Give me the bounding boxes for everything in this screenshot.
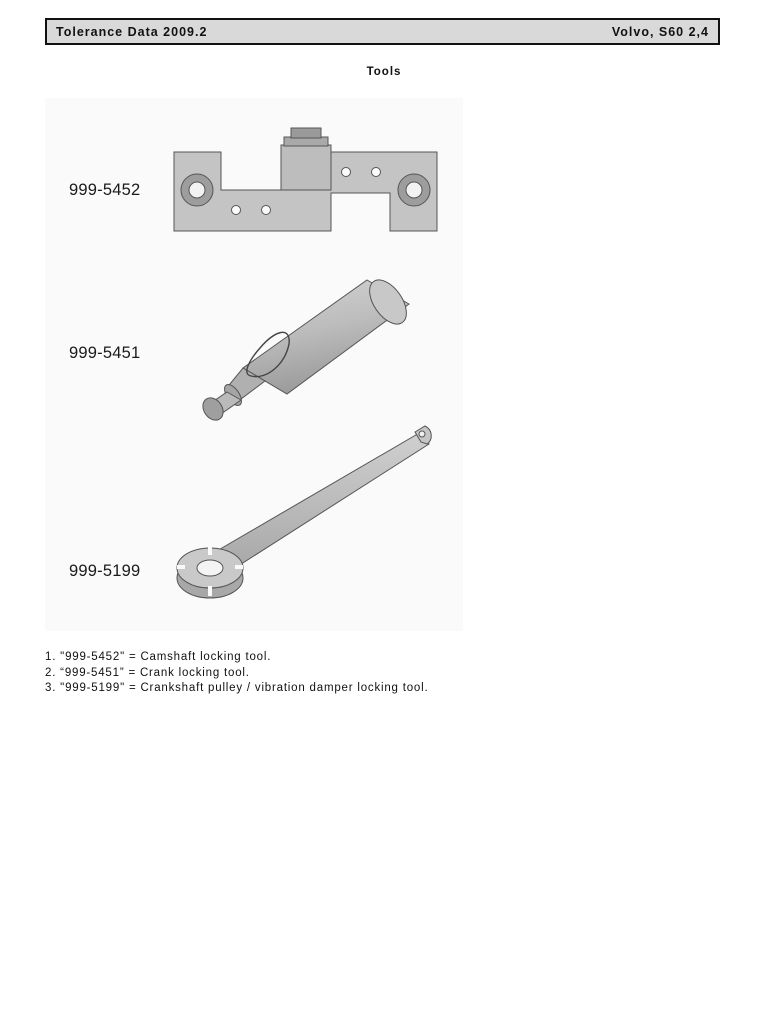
tool-description-list (45, 650, 725, 697)
tools-illustration (45, 98, 463, 631)
crank-locking-tool-icon (199, 273, 414, 424)
part-label-999-5451: 999-5451 (69, 344, 141, 362)
list-item: 1. "999-5452" = Camshaft locking tool. (45, 651, 272, 663)
section-title: Tools (366, 66, 402, 78)
crankshaft-pulley-locking-tool-icon (177, 426, 431, 598)
tools-drawing (45, 98, 463, 631)
vehicle-model: Volvo, S60 2,4 (611, 24, 709, 39)
part-label-999-5199: 999-5199 (69, 562, 141, 580)
part-label-999-5452: 999-5452 (69, 181, 141, 199)
list-item: 2. “999-5451” = Crank locking tool. (45, 666, 250, 679)
document-title: Tolerance Data 2009.2 (56, 24, 208, 39)
camshaft-locking-tool-icon (174, 128, 437, 231)
page-header (45, 18, 720, 45)
list-item: 3. "999-5199" = Crankshaft pulley / vibration damper locking tool. (45, 682, 429, 694)
